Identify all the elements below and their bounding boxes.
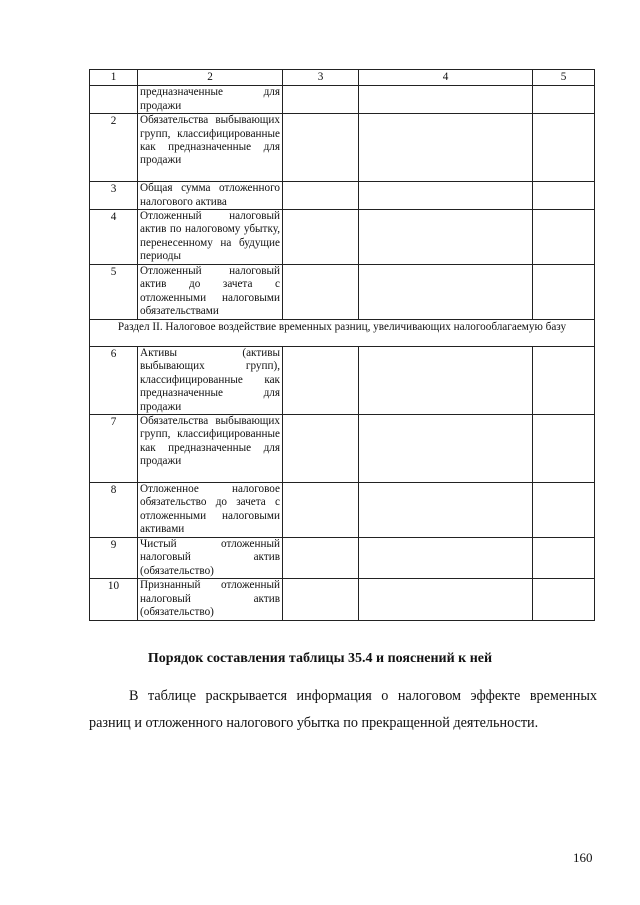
column-header: 1	[90, 70, 138, 86]
body-paragraph: В таблице раскрывается информация о налоговом эффекте временных разниц и отложенного налогового убытка по прекращенной деятельности.	[89, 688, 597, 731]
section-heading: Порядок составления таблицы 35.4 и пояснений к ней	[147, 651, 493, 666]
empty-cell	[359, 210, 533, 265]
row-label: Активы (активы выбывающих групп), классифицированные как предназначенные для продажи	[138, 347, 283, 415]
page-number: 160	[573, 850, 593, 865]
empty-cell	[533, 579, 595, 620]
empty-cell	[359, 86, 533, 114]
empty-cell	[359, 538, 533, 579]
column-header: 3	[283, 70, 359, 86]
row-number: 2	[90, 114, 138, 182]
empty-cell	[359, 483, 533, 538]
empty-cell	[283, 86, 359, 114]
table-row	[90, 347, 595, 415]
row-number: 10	[90, 579, 138, 620]
table-row	[90, 538, 595, 579]
row-label: предназначенные для продажи	[138, 86, 283, 114]
section-title: Раздел II. Налоговое воздействие временных разниц, увеличивающих налогооблагаемую базу	[90, 320, 595, 347]
empty-cell	[283, 415, 359, 483]
empty-cell	[283, 182, 359, 210]
empty-cell	[533, 86, 595, 114]
table-row	[90, 579, 595, 620]
empty-cell	[359, 347, 533, 415]
table-row	[90, 114, 595, 182]
empty-cell	[533, 483, 595, 538]
row-number	[90, 86, 138, 114]
empty-cell	[283, 347, 359, 415]
table-row	[90, 483, 595, 538]
column-header: 5	[533, 70, 595, 86]
empty-cell	[533, 182, 595, 210]
row-label: Отложенный налоговый актив по налоговому убытку, перенесенному на будущие периоды	[138, 210, 283, 265]
empty-cell	[359, 114, 533, 182]
empty-cell	[283, 265, 359, 320]
row-number: 3	[90, 182, 138, 210]
empty-cell	[359, 579, 533, 620]
row-label: Общая сумма отложенного налогового актива	[138, 182, 283, 210]
row-number: 5	[90, 265, 138, 320]
section-row	[90, 320, 595, 347]
empty-cell	[533, 114, 595, 182]
row-number: 8	[90, 483, 138, 538]
row-number: 4	[90, 210, 138, 265]
row-number: 9	[90, 538, 138, 579]
empty-cell	[533, 415, 595, 483]
column-header: 4	[359, 70, 533, 86]
column-header: 2	[138, 70, 283, 86]
empty-cell	[283, 538, 359, 579]
row-label: Обязательства выбывающих групп, классифицированные как предназначенные для продажи	[138, 415, 283, 483]
empty-cell	[359, 415, 533, 483]
table-row	[90, 265, 595, 320]
empty-cell	[283, 579, 359, 620]
row-number: 6	[90, 347, 138, 415]
table-body	[90, 70, 595, 621]
empty-cell	[359, 265, 533, 320]
empty-cell	[283, 483, 359, 538]
table-header-row	[90, 70, 595, 86]
empty-cell	[533, 210, 595, 265]
row-label: Признанный отложенный налоговый актив (обязательство)	[138, 579, 283, 620]
empty-cell	[533, 538, 595, 579]
empty-cell	[283, 210, 359, 265]
empty-cell	[359, 182, 533, 210]
empty-cell	[533, 347, 595, 415]
row-label: Отложенный налоговый актив до зачета с отложенными налоговыми обязательствами	[138, 265, 283, 320]
data-table	[89, 69, 595, 621]
table-row	[90, 86, 595, 114]
row-label: Чистый отложенный налоговый актив (обязательство)	[138, 538, 283, 579]
table-row	[90, 182, 595, 210]
table-row	[90, 415, 595, 483]
row-label: Отложенное налоговое обязательство до зачета с отложенными налоговыми активами	[138, 483, 283, 538]
empty-cell	[283, 114, 359, 182]
row-number: 7	[90, 415, 138, 483]
empty-cell	[533, 265, 595, 320]
row-label: Обязательства выбывающих групп, классифицированные как предназначенные для продажи	[138, 114, 283, 182]
table-row	[90, 210, 595, 265]
